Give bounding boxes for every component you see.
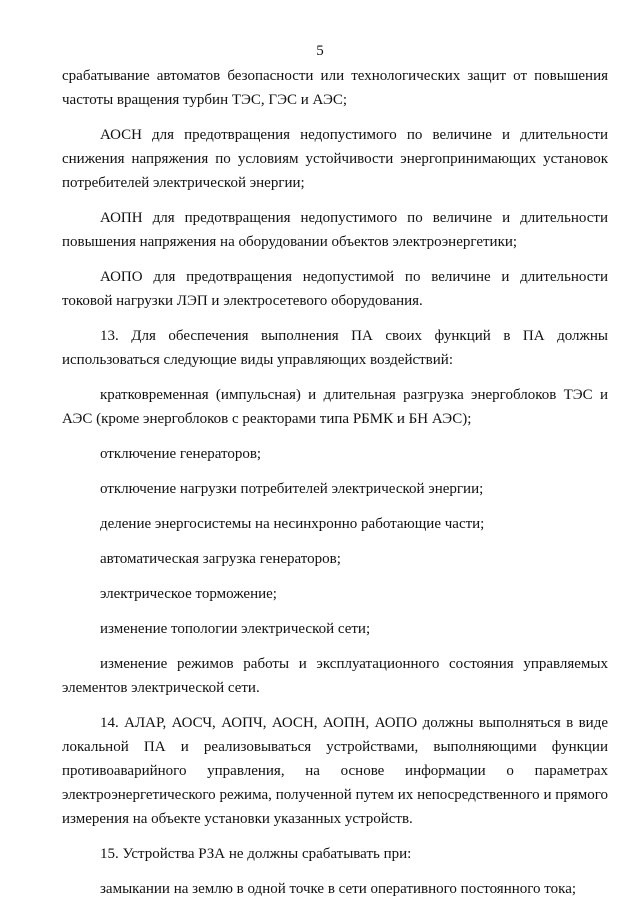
paragraph: деление энергосистемы на несинхронно работающие части; xyxy=(100,516,485,532)
page-number: 5 xyxy=(316,43,324,59)
paragraph: АОПН для предотвращения недопустимого по величине и длительности повышения напряжения на оборудовании объектов электроэнергетики; xyxy=(62,210,608,250)
paragraph: изменение топологии электрической сети; xyxy=(100,621,371,637)
paragraph: АОПО для предотвращения недопустимой по величине и длительности токовой нагрузки ЛЭП и электросетевого оборудования. xyxy=(62,269,608,309)
paragraph: 14. АЛАР, АОСЧ, АОПЧ, АОСН, АОПН, АОПО должны выполняться в виде локальной ПА и реализовываться устройствами, выполняющими функции противоаварийного управления, на основе информации о параметрах электроэнергетического режима, полученной путем их непосредственного и прямого измерения на объекте установки указанных устройств. xyxy=(62,715,608,827)
paragraph: кратковременная (импульсная) и длительная разгрузка энергоблоков ТЭС и АЭС (кроме энергоблоков с реакторами типа РБМК и БН АЭС); xyxy=(62,387,608,427)
paragraph: замыкании на землю в одной точке в сети оперативного постоянного тока; xyxy=(100,881,577,897)
paragraph: АОСН для предотвращения недопустимого по величине и длительности снижения напряжения по условиям устойчивости энергопринимающих установок потребителей электрической энергии; xyxy=(62,127,608,191)
paragraph: автоматическая загрузка генераторов; xyxy=(100,551,341,567)
document-body xyxy=(62,64,608,901)
paragraph: 13. Для обеспечения выполнения ПА своих функций в ПА должны использоваться следующие виды управляющих воздействий: xyxy=(62,328,608,368)
paragraph: электрическое торможение; xyxy=(100,586,277,602)
paragraph: отключение нагрузки потребителей электрической энергии; xyxy=(100,481,484,497)
paragraph: изменение режимов работы и эксплуатационного состояния управляемых элементов электрической сети. xyxy=(62,656,608,696)
paragraph: отключение генераторов; xyxy=(100,446,262,462)
paragraph: срабатывание автоматов безопасности или технологических защит от повышения частоты вращения турбин ТЭС, ГЭС и АЭС; xyxy=(62,68,608,108)
paragraph: 15. Устройства РЗА не должны срабатывать при: xyxy=(100,846,412,862)
